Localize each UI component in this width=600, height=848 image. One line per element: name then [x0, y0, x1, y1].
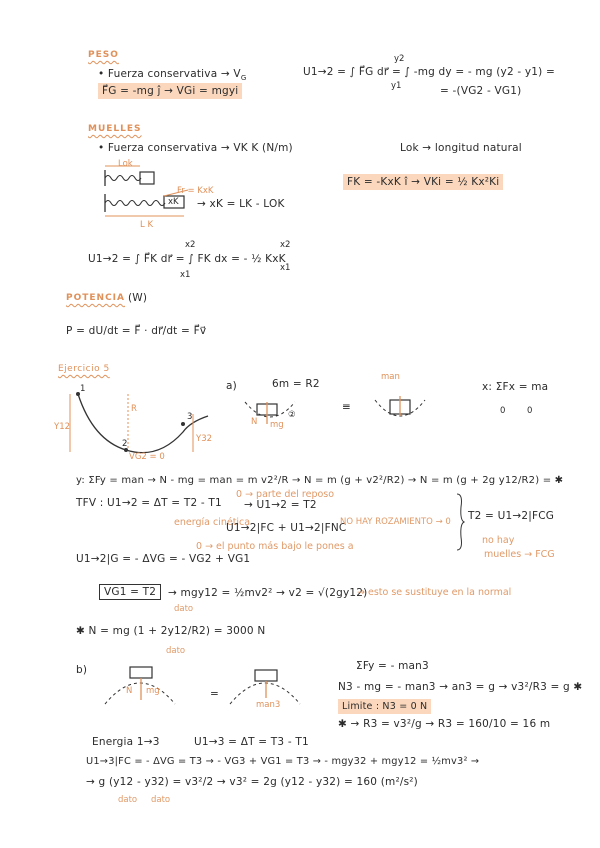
u-split: U1→2|FC + U1→2|FNC	[226, 522, 347, 534]
x-equation: x: ΣFx = ma	[482, 381, 549, 393]
dato-1: dato	[174, 604, 194, 614]
force-n: N	[251, 417, 258, 427]
muelles-lok: Lok → longitud natural	[400, 142, 522, 154]
muelles-eval-top: x2	[280, 240, 291, 250]
muelles-lim-bot: x1	[180, 270, 191, 280]
sust-note: → esto se sustituye en la normal	[357, 587, 512, 598]
muelles-heading: MUELLES	[88, 124, 142, 134]
t2-equation: T2 = U1→2|FCG	[468, 510, 555, 522]
muelles-box: FK = -KxK î → VKi = ½ Kx²Ki	[343, 174, 503, 190]
force-mg: mg	[270, 420, 284, 430]
part-a-label: a)	[226, 380, 237, 392]
dato-3: dato	[118, 795, 138, 805]
brace	[455, 492, 465, 552]
peso-work-rhs: = -(VG2 - VG1)	[440, 85, 522, 97]
track-vg2: VG2 = 0	[129, 452, 165, 462]
dato-2: dato	[166, 646, 186, 656]
no-hay-note: no hay	[482, 535, 515, 546]
muelles-work: U1→2 = ∫ F⃗K dr⃗ = ∫ FK dx = - ½ KxK	[88, 253, 286, 265]
muelles-fcg-note: muelles → FCG	[484, 549, 555, 560]
potencia-unit: (W)	[128, 292, 148, 304]
tfv-arrow: → U1→2 = T2	[244, 499, 317, 511]
peso-heading: PESO	[88, 50, 119, 60]
b-force-n: N	[126, 686, 133, 696]
equiv-sign: ≡	[342, 401, 351, 413]
circle-2: ②	[288, 410, 296, 420]
boxed-rest: → mgy12 = ½mv2² → v2 = √(2gy12)	[168, 587, 368, 599]
b-limite: Limite : N3 = 0 N	[338, 699, 431, 714]
g-line: → g (y12 - y32) = v3²/2 → v3² = 2g (y12 - y32) = 160 (m²/s²)	[86, 776, 418, 788]
boxed-eq: VG1 = T2	[99, 584, 161, 600]
tfv-line: TFV : U1→2 = ΔT = T2 - T1	[76, 497, 222, 509]
tfv-note: 0 → parte del reposo	[236, 489, 335, 500]
track-label-1: 1	[80, 384, 86, 394]
dato-4: dato	[151, 795, 171, 805]
six-m: 6m = R2	[272, 378, 320, 390]
spring-fr: Fr = KxK	[177, 186, 214, 196]
ejercicio-heading: Ejercicio 5	[58, 364, 110, 374]
peso-work: U1→2 = ∫ F⃗G dr⃗ = ∫ -mg dy = - mg (y2 - y1) =	[303, 66, 556, 78]
track-label-2: 2	[122, 439, 128, 449]
zero-2: 0	[527, 406, 533, 416]
punto-bajo-note: 0 → el punto más bajo le pones a	[196, 541, 354, 552]
spring-eq: → xK = LK - LOK	[197, 198, 285, 210]
track-y12: Y12	[54, 422, 71, 432]
peso-lim-top: y2	[394, 54, 405, 64]
part-a-diagram	[240, 392, 430, 442]
u-g-line: U1→2|G = - ΔVG = - VG2 + VG1	[76, 553, 251, 565]
n-result: ✱ N = mg (1 + 2y12/R2) = 3000 N	[76, 625, 266, 637]
spring-xk: xK	[168, 197, 179, 207]
u13-line: U1→3|FC = - ΔVG = T3 → - VG3 + VG1 = T3 → - mgy32 + mgy12 = ½mv3² →	[86, 756, 480, 767]
potencia-formula: P = dU/dt = F⃗ · dr⃗/dt = F⃗v⃗	[66, 325, 207, 337]
track-r: R	[131, 404, 137, 414]
peso-box: F⃗G = -mg ĵ → VGi = mgyi	[98, 83, 242, 99]
b-sum: ΣFy = - man3	[356, 660, 429, 672]
b-man: man3	[256, 700, 281, 710]
b-r3: ✱ → R3 = v3²/g → R3 = 160/10 = 16 m	[338, 718, 551, 730]
spring-l: L K	[140, 220, 154, 230]
u13: U1→3 = ΔT = T3 - T1	[194, 736, 309, 748]
energia-13: Energia 1→3	[92, 736, 160, 748]
peso-line1: • Fuerza conservativa → $V_G$	[98, 68, 247, 83]
b-line1: N3 - mg = - man3 → an3 = g → v3²/R3 = g ✱	[338, 681, 583, 693]
y-equation: y: ΣFy = man → N - mg = man = m v2²/R → N = m (g + v2²/R2) → N = m (g + 2g y12/R2) = ✱	[76, 475, 564, 486]
track-label-3: 3	[187, 412, 193, 422]
muelles-eval-bot: x1	[280, 263, 291, 273]
b-equiv: =	[210, 688, 219, 700]
zero-1: 0	[500, 406, 506, 416]
muelles-line1: • Fuerza conservativa → VK K (N/m)	[98, 142, 293, 154]
potencia-heading: POTENCIA	[66, 293, 125, 303]
no-rozamiento: NO HAY ROZAMIENTO → 0	[340, 517, 451, 527]
b-force-mg: mg	[146, 686, 160, 696]
track-y32: Y32	[196, 434, 213, 444]
peso-lim-bot: y1	[391, 81, 402, 91]
spring-lok: Lok	[118, 159, 133, 169]
part-b-label: b)	[76, 664, 88, 676]
muelles-lim-top: x2	[185, 240, 196, 250]
energia-note: energía cinética	[174, 517, 251, 528]
man-label: man	[381, 372, 400, 382]
